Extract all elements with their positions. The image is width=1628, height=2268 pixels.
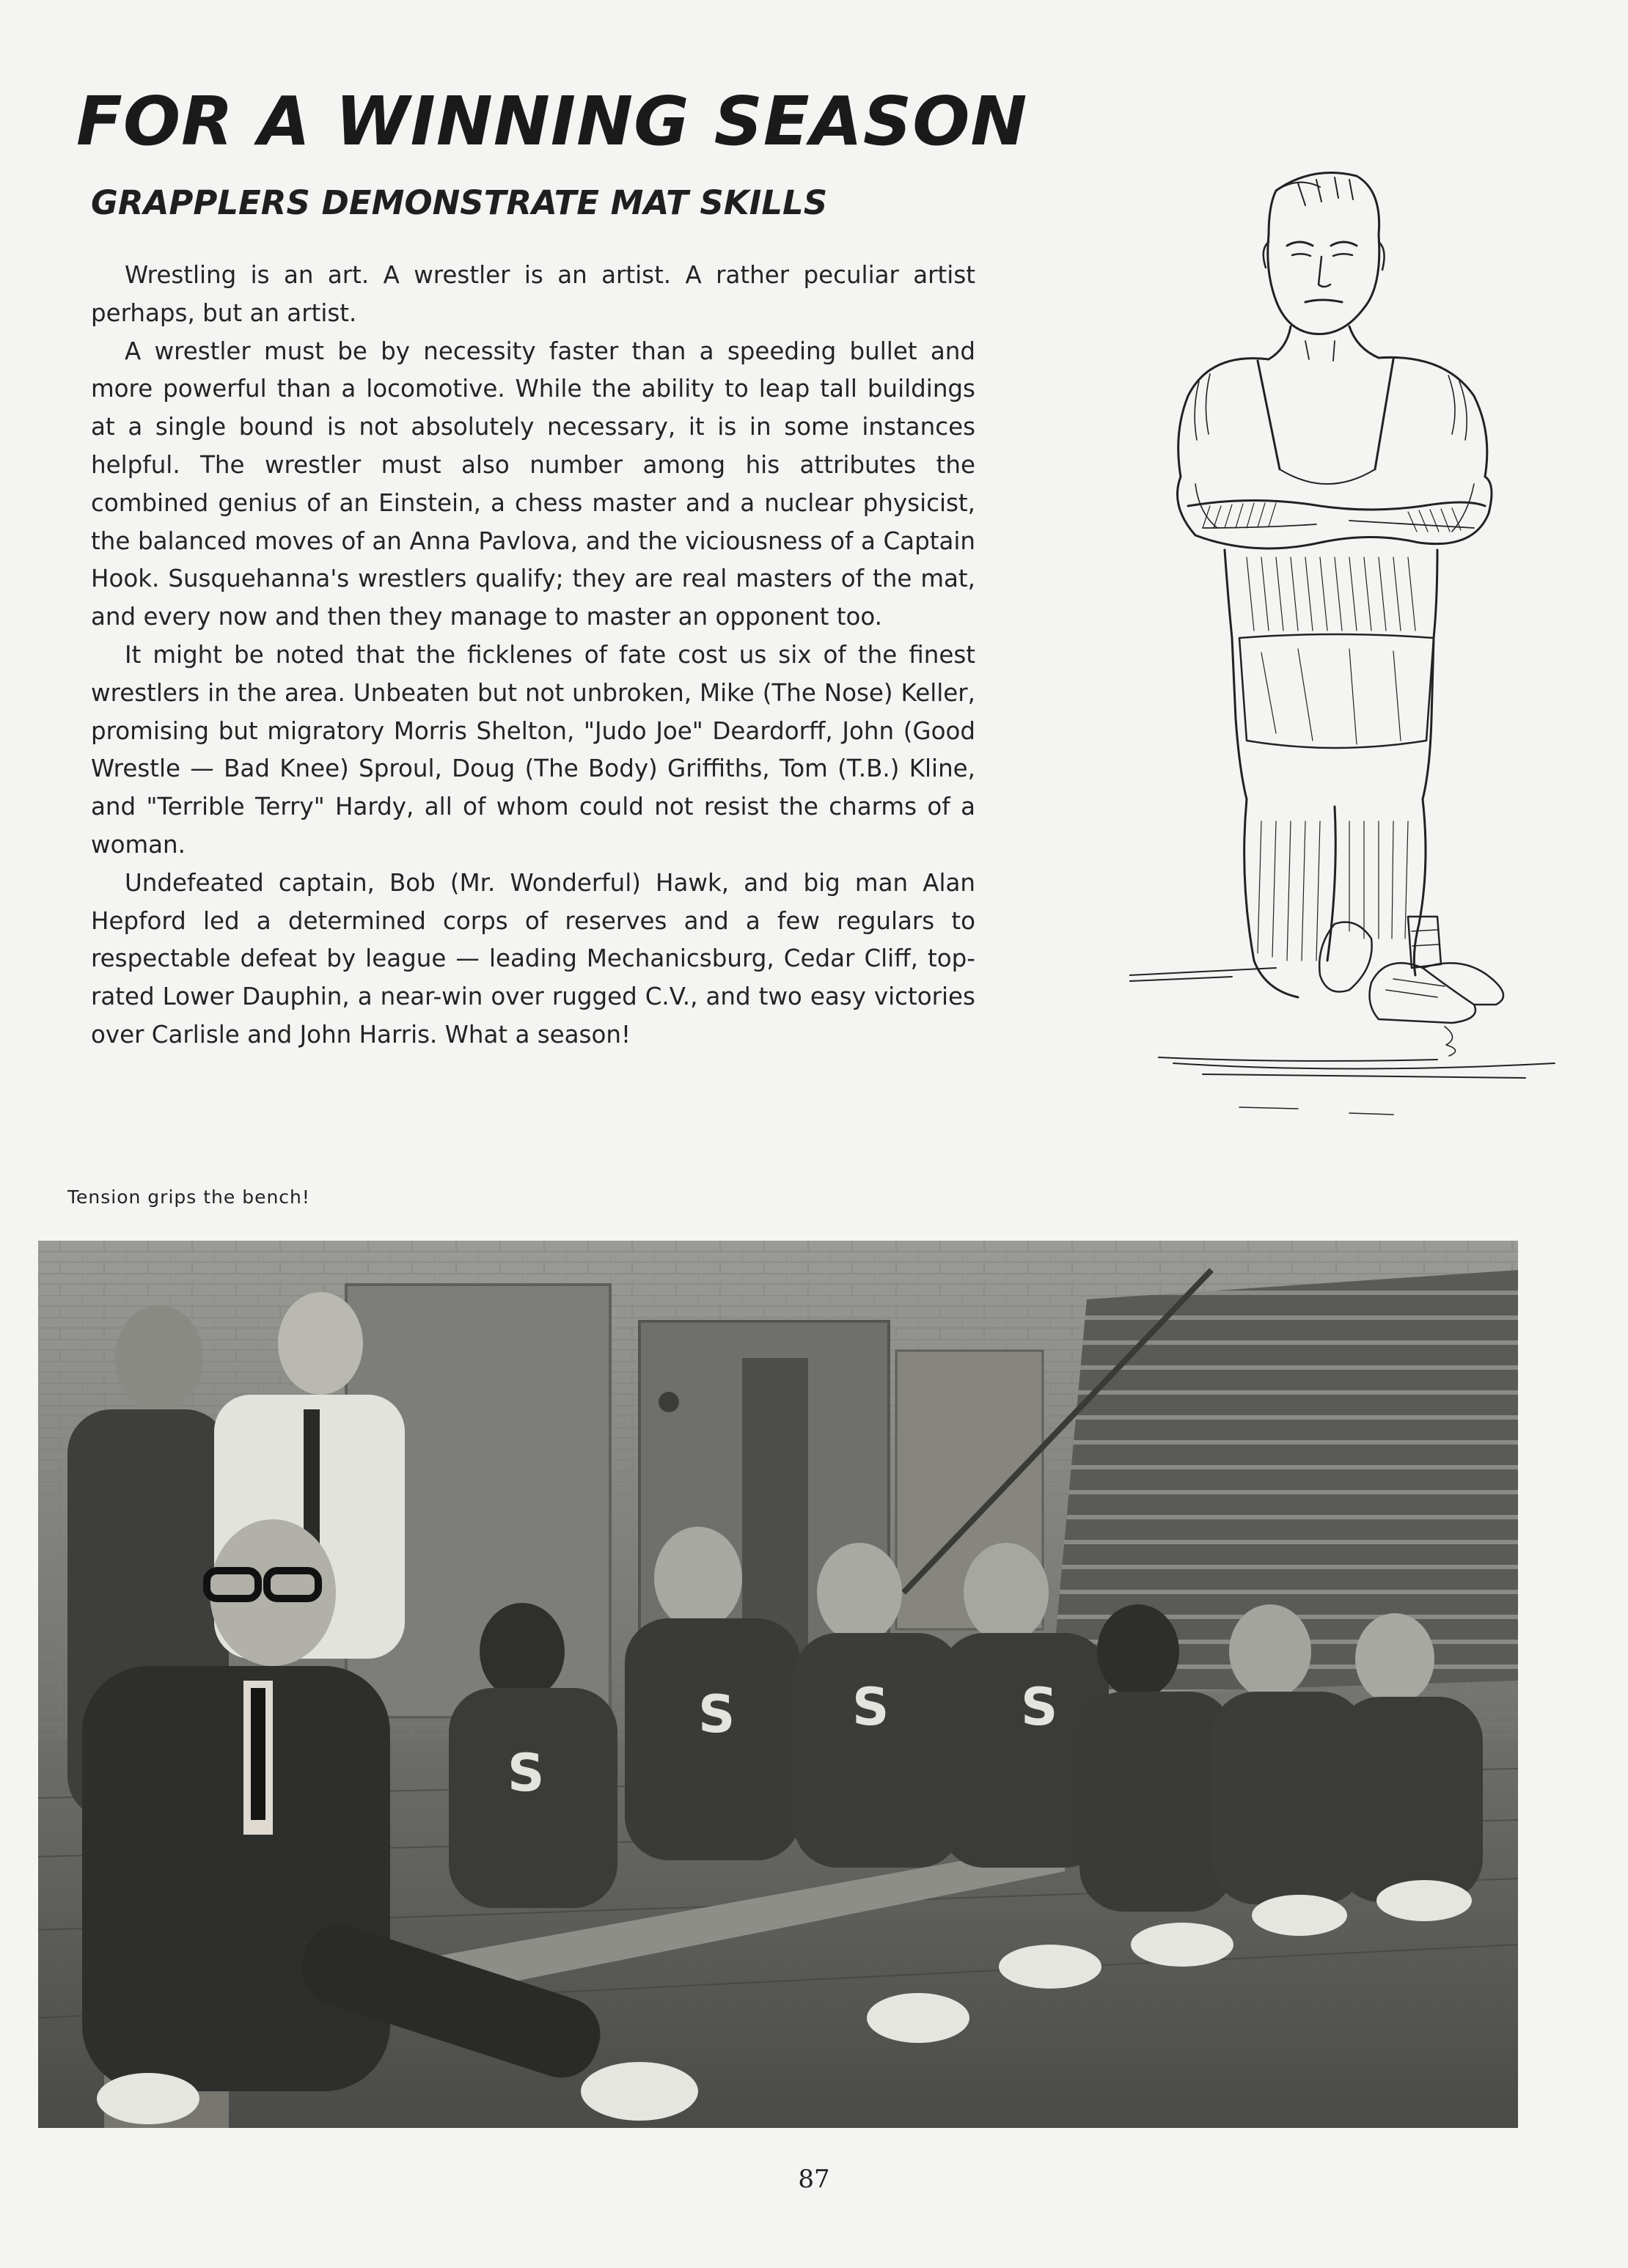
article-paragraph: It might be noted that the ficklenes of fate cost us six of the finest wrestlers in the area. Unbeaten but not unbroken, Mike (The Nose) Keller, promising but migratory Morris Shelton, "Judo Joe" Deardorff, John (Good Wrestle — Bad Knee) Sproul, Doug (The Body) Griffiths, Tom (T.B.) Kline, and "Terrible Terry" Hardy, all of whom could not resist the charms of a woman. [91,640,975,859]
page-title: FOR A WINNING SEASON [76,82,1028,161]
wrestler-sketch-illustration [1129,161,1584,1129]
article-paragraph: A wrestler must be by necessity faster than a speeding bullet and more powerful than a locomotive. While the ability to leap tall buildings at a single bound is not absolutely necessary, it is in some instances helpful. The wrestler must also number among his attributes the combined genius of an Einstein, a chess master and a nuclear physicist, the balanced moves of an Anna Pavlova, and the viciousness of a Captain Hook. Susquehanna's wrestlers qualify; they are real masters of the mat, and every now and then they manage to master an opponent too. [91,337,975,631]
jacket-letter: S [698,1684,736,1744]
article-paragraph: Undefeated captain, Bob (Mr. Wonderful) Hawk, and big man Alan Hepford led a determined corps of reserves and a few regulars to respectable defeat by league — leading Mechanicsburg, Cedar Cliff, top-rated Lower Dauphin, a near-win over rugged C.V., and two easy victories over Carlisle and John Harris. What a season! [91,868,975,1049]
jacket-letter: S [507,1743,545,1803]
page-number: 87 [798,2165,830,2194]
team-bench-photo [38,1241,1518,2128]
photo-caption: Tension grips the bench! [67,1186,310,1208]
jacket-letter: S [852,1677,890,1737]
jacket-letter: S [1021,1677,1058,1737]
article-paragraph: Wrestling is an art. A wrestler is an artist. A rather peculiar artist perhaps, but an artist. [91,261,975,327]
article-body [91,257,975,1054]
page-subtitle: GRAPPLERS DEMONSTRATE MAT SKILLS [91,183,828,222]
